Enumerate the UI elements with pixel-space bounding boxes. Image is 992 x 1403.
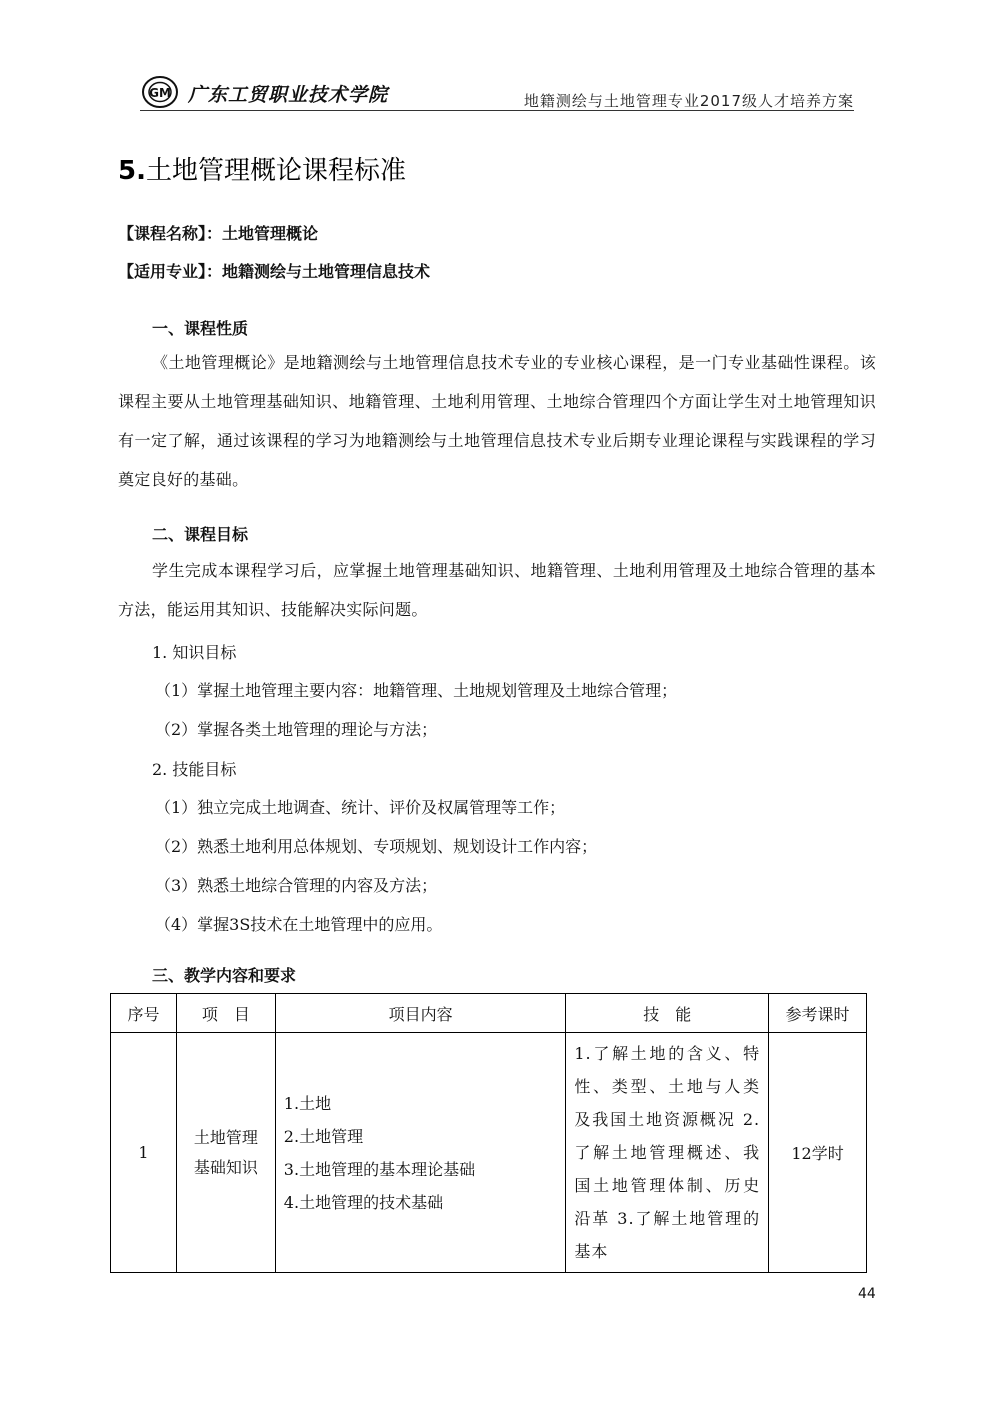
cell-skills: 1.了解土地的含义、特性、类型、土地与人类及我国土地资源概况 2.了解土地管理概述、我国土地管理体制、历史沿革 3.了解土地管理的基本 [566,1033,769,1273]
table-row [111,1033,867,1273]
page-header [140,70,854,111]
section1-paragraph: 《土地管理概论》是地籍测绘与土地管理信息技术专业的专业核心课程，是一门专业基础性课程。该课程主要从土地管理基础知识、地籍管理、土地利用管理、土地综合管理四个方面让学生对土地管理知识有一定了解，通过该课程的学习为地籍测绘与土地管理信息技术专业后期专业理论课程与实践课程的学习奠定良好的基础。 [118,353,876,489]
curriculum-table [110,993,867,1273]
knowledge-item: （2）掌握各类土地管理的理论与方法； [155,720,438,739]
content-item: 2.土地管理 [283,1126,364,1146]
cell-project [176,1033,275,1273]
title-number: 5. [118,156,146,186]
course-name-value: 土地管理概论 [222,224,319,243]
major-line [118,262,430,282]
header-index: 序号 [111,994,177,1033]
cell-index: 1 [111,1033,177,1273]
section3-heading: 三、教学内容和要求 [152,966,297,985]
section2-heading: 二、课程目标 [152,525,249,544]
content-item: 4.土地管理的技术基础 [283,1192,444,1212]
document-title: 地籍测绘与土地管理专业2017级人才培养方案 [523,92,854,110]
section1-heading: 一、课程性质 [152,319,249,338]
knowledge-heading: 1. 知识目标 [152,643,237,662]
course-name-label: 【课程名称】： [118,224,223,243]
header-skills: 技 能 [566,994,769,1033]
header-hours: 参考课时 [769,994,867,1033]
title-text: 土地管理概论课程标准 [145,156,406,186]
major-label: 【适用专业】： [118,262,223,281]
major-value: 地籍测绘与土地管理信息技术 [222,262,431,281]
course-name-line [118,224,318,244]
skill-heading: 2. 技能目标 [152,760,237,779]
header-content: 项目内容 [275,994,566,1033]
cell-hours: 12学时 [769,1033,867,1273]
svg-text:GM: GM [149,86,171,100]
content-item: 1.土地 [283,1093,332,1113]
skill-item: （4）掌握3S技术在土地管理中的应用。 [155,915,443,934]
project-line: 基础知识 [193,1157,258,1177]
header-project: 项 目 [176,994,275,1033]
skill-item: （2）熟悉土地利用总体规划、专项规划、规划设计工作内容； [155,837,598,856]
table-header-row [111,994,867,1033]
skill-item: （1）独立完成土地调查、统计、评价及权属管理等工作； [155,798,566,817]
section2-paragraph: 学生完成本课程学习后，应掌握土地管理基础知识、地籍管理、土地利用管理及土地综合管理的基本方法，能运用其知识、技能解决实际问题。 [118,561,876,619]
cell-content [275,1033,566,1273]
college-name-logo: 广东工贸职业技术学院 [188,84,389,106]
page-number: 44 [858,1286,876,1302]
skill-item: （3）熟悉土地综合管理的内容及方法； [155,876,438,895]
page-title [118,150,406,187]
knowledge-item: （1）掌握土地管理主要内容：地籍管理、土地规划管理及土地综合管理； [155,681,678,700]
project-line: 土地管理 [193,1127,258,1147]
content-item: 3.土地管理的基本理论基础 [283,1159,476,1179]
college-logo-icon [140,74,180,110]
